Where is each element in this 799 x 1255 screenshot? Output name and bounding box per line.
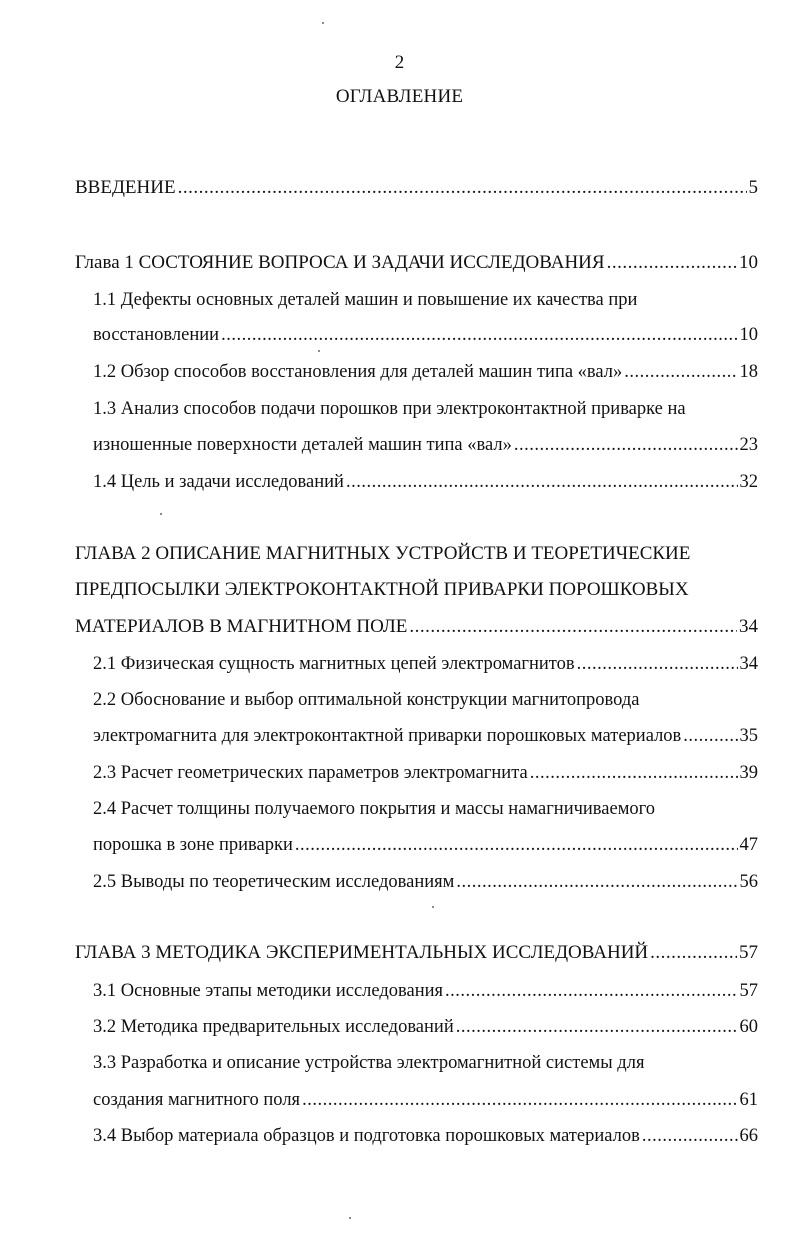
toc-entry-3-3 [93, 1088, 758, 1112]
leader-dots [445, 979, 737, 1003]
leader-dots [221, 323, 737, 347]
leader-dots [302, 1088, 737, 1112]
toc-page-number: 47 [739, 835, 758, 855]
toc-entry-text: порошка в зоне приварки [93, 835, 293, 855]
toc-entry-text: электромагнита для электроконтактной приварки порошковых материалов [93, 726, 682, 746]
toc-page-number: 10 [739, 325, 758, 345]
toc-entry-3-4 [93, 1124, 758, 1148]
toc-entry-3-1 [93, 979, 758, 1003]
toc-page-number: 34 [739, 616, 758, 637]
toc-entry-1-1 [93, 323, 758, 347]
toc-entry-1-1-line1: 1.1 Дефекты основных деталей машин и повышение их качества при [93, 290, 638, 310]
toc-entry-1-4 [93, 470, 758, 494]
toc-entry-1-2 [93, 360, 758, 384]
toc-entry-text: 2.1 Физическая сущность магнитных цепей электромагнитов [93, 654, 575, 674]
toc-entry-2-2 [93, 724, 758, 748]
leader-dots [683, 724, 737, 748]
toc-page-number: 32 [739, 472, 758, 492]
leader-dots [456, 1015, 738, 1039]
toc-entry-text: 3.4 Выбор материала образцов и подготовка порошковых материалов [93, 1126, 640, 1146]
toc-entry-2-2-line1: 2.2 Обоснование и выбор оптимальной конструкции магнитопровода [93, 690, 640, 710]
toc-page-number: 23 [739, 435, 758, 455]
scan-speck [349, 1217, 351, 1219]
toc-entry-1-3 [93, 433, 758, 457]
leader-dots [346, 470, 738, 494]
toc-page-number: 34 [739, 654, 758, 674]
scan-speck [432, 906, 434, 908]
toc-entry-text: 2.5 Выводы по теоретическим исследованиям [93, 872, 455, 892]
toc-entry-text: создания магнитного поля [93, 1090, 301, 1110]
scan-speck [160, 513, 162, 515]
toc-entry-1-3-line1: 1.3 Анализ способов подачи порошков при электроконтактной приварке на [93, 399, 686, 419]
toc-page-number: 61 [739, 1090, 758, 1110]
toc-entry-chapter-3 [75, 941, 758, 965]
toc-entry-intro [75, 176, 758, 200]
toc-entry-text: Глава 1 СОСТОЯНИЕ ВОПРОСА И ЗАДАЧИ ИССЛЕДОВАНИЯ [75, 252, 605, 273]
leader-dots [514, 433, 738, 457]
toc-entry-text: ГЛАВА 3 МЕТОДИКА ЭКСПЕРИМЕНТАЛЬНЫХ ИССЛЕДОВАНИЙ [75, 942, 649, 963]
leader-dots [530, 761, 738, 785]
toc-entry-text: 2.3 Расчет геометрических параметров электромагнита [93, 763, 528, 783]
toc-chapter-2-line2: ПРЕДПОСЫЛКИ ЭЛЕКТРОКОНТАКТНОЙ ПРИВАРКИ ПОРОШКОВЫХ [75, 579, 689, 600]
page-title: ОГЛАВЛЕНИЕ [335, 86, 464, 107]
leader-dots [607, 251, 737, 275]
leader-dots [295, 833, 738, 857]
toc-page-number: 5 [748, 177, 758, 198]
toc-entry-2-4-line1: 2.4 Расчет толщины получаемого покрытия и массы намагничиваемого [93, 799, 656, 819]
scan-speck [318, 350, 320, 352]
toc-entry-text: восстановлении [93, 325, 220, 345]
toc-entry-chapter-1 [75, 251, 758, 275]
toc-page-number: 35 [739, 726, 758, 746]
toc-entry-text: изношенные поверхности деталей машин типа «вал» [93, 435, 512, 455]
toc-entry-text: 3.2 Методика предварительных исследований [93, 1017, 454, 1037]
toc-entry-2-1 [93, 652, 758, 676]
leader-dots [650, 941, 737, 965]
toc-entry-text: 1.2 Обзор способов восстановления для деталей машин типа «вал» [93, 362, 623, 382]
toc-page-number: 57 [739, 942, 758, 963]
toc-page-number: 66 [739, 1126, 758, 1146]
leader-dots [178, 176, 747, 200]
toc-page-number: 18 [739, 362, 758, 382]
page-number: 2 [394, 52, 405, 73]
toc-entry-text: ВВЕДЕНИЕ [75, 177, 176, 198]
toc-entry-2-5 [93, 870, 758, 894]
toc-entry-3-3-line1: 3.3 Разработка и описание устройства электромагнитной системы для [93, 1053, 645, 1073]
toc-entry-3-2 [93, 1015, 758, 1039]
scan-speck [322, 22, 324, 24]
leader-dots [409, 615, 737, 639]
toc-page-number: 10 [739, 252, 758, 273]
leader-dots [577, 652, 738, 676]
toc-page-number: 57 [739, 981, 758, 1001]
toc-entry-text: 1.4 Цель и задачи исследований [93, 472, 344, 492]
leader-dots [456, 870, 737, 894]
toc-entry-text: МАТЕРИАЛОВ В МАГНИТНОМ ПОЛЕ [75, 616, 408, 637]
toc-entry-2-3 [93, 761, 758, 785]
toc-page-number: 56 [739, 872, 758, 892]
toc-page-number: 60 [739, 1017, 758, 1037]
leader-dots [624, 360, 737, 384]
toc-entry-text: 3.1 Основные этапы методики исследования [93, 981, 444, 1001]
toc-chapter-2-line1: ГЛАВА 2 ОПИСАНИЕ МАГНИТНЫХ УСТРОЙСТВ И ТЕОРЕТИЧЕСКИЕ [75, 543, 691, 564]
toc-entry-2-4 [93, 833, 758, 857]
toc-entry-chapter-2 [75, 615, 758, 639]
leader-dots [642, 1124, 738, 1148]
toc-page-number: 39 [739, 763, 758, 783]
